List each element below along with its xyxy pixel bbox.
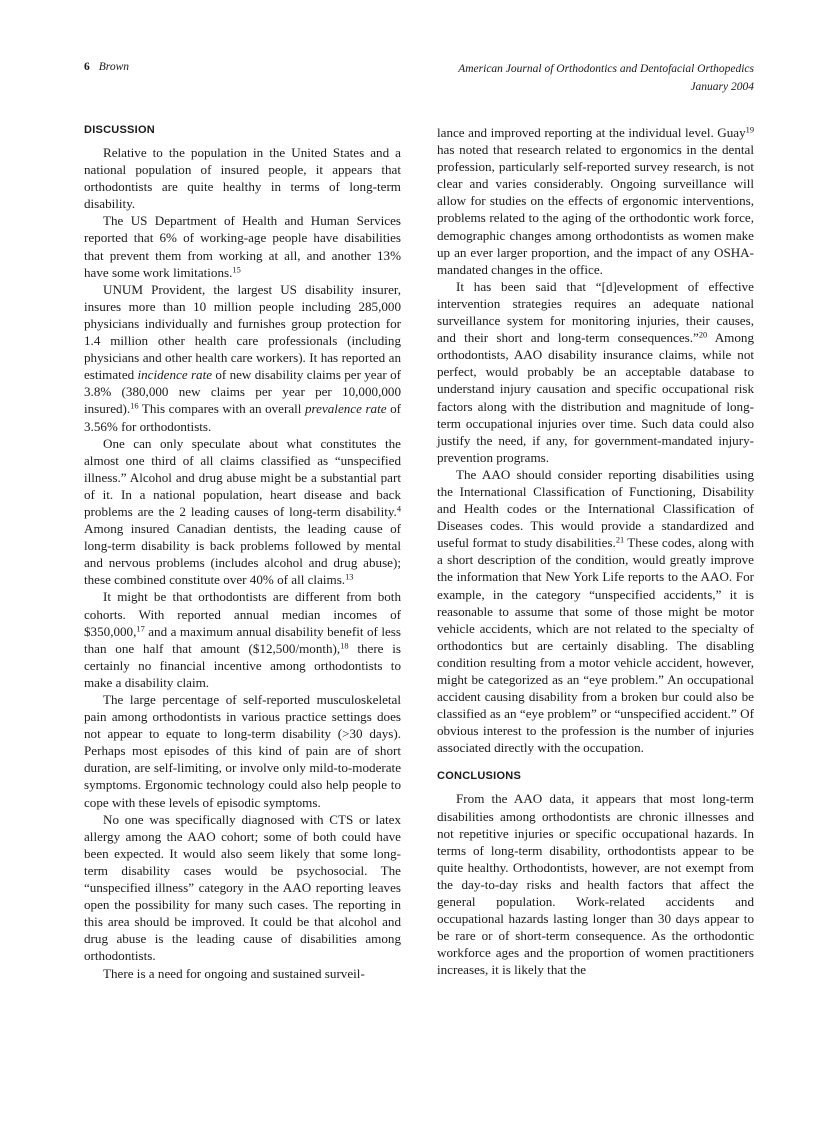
column-left [84,124,401,1054]
article-body [84,124,754,1054]
running-head-left [84,60,129,74]
paragraph-text: of new disability claims per year of 3.8% (380,000 new claims per year per 10,000,000 insured). [84,367,401,417]
paragraph-text: of 3.56% for orthodontists. [84,401,402,434]
paragraph-discussion-7 [84,811,401,965]
paragraph-discussion-6 [84,691,401,811]
paragraph-text: The large percentage of self-reported musculoskeletal pain among orthodontists in various practice settings does not appear to equate to long-term disability (>30 days). Perhaps most episodes of this kind of pain are of short duration, are self-limiting, or involve only mild-to-moderate symptoms. Ergonomic technology could also help people to cope with these levels of episodic symptoms. [84,692,401,810]
paragraph-discussion-9 [437,278,754,466]
paragraph-text: From the AAO data, it appears that most long-term disabilities among orthodontists are chronic illnesses and not repetitive injuries or specific occupational hazards. In terms of long-term disability, orthodontists appear to be quite healthy. Orthodontists, however, are not exempt from the day-to-day risks and health factors that affect the general population. Work-related accidents and occupational hazards lasting longer than 30 days appear to be rare or of short-term consequence. As the orthodontic workforce ages and the proportion of women practitioners increases, it is likely that the [437,791,754,978]
paragraph-text: One can only speculate about what constitutes the almost one third of all claims classified as “unspecified illness.” Alcohol and drug abuse might be a substantial part of it. In a national population, heart disease and back problems are the 2 leading causes of long-term disability. [84,435,401,519]
paragraph-discussion-10 [437,466,754,757]
paragraph-text: No one was specifically diagnosed with CTS or latex allergy among the AAO cohort; some of both could have been expected. It would also seem likely that some long-term disability cases would be psychosocial. The “unspecified illness” category in the AAO reporting leaves open the possibility for many such cases. The reporting in this area should be improved. It could be that alcohol and drug abuse is the leading cause of disabilities among orthodontists. [84,811,401,964]
page-number: 6 [84,61,90,73]
paragraph-text: Among orthodontists, AAO disability insurance claims, while not perfect, would probably be an acceptable database to understand injury causation and specific occupational risk factors along with the distribution and magnitude of long-term occupational injuries over time. Such data could also justify the need, if any, for government-mandated injury-prevention programs. [437,330,754,465]
paragraph-discussion-8-start [84,965,401,982]
reference-marker: 16 [130,402,139,412]
reference-marker: 15 [232,265,241,275]
paragraph-text: This compares with an overall [138,401,305,417]
paragraph-discussion-4 [84,435,401,589]
section-heading-conclusions: CONCLUSIONS [437,770,522,783]
paragraph-discussion-1 [84,144,401,212]
paragraph-discussion-5 [84,588,401,691]
reference-marker: 13 [345,572,354,582]
reference-marker: 19 [745,125,754,135]
paragraph-text: There is a need for ongoing and sustained surveil- [103,965,365,981]
paragraph-text: lance and improved reporting at the individual level. Guay [437,125,746,140]
reference-marker: 20 [698,330,708,340]
paragraph-text: there is certainly no financial incentive among orthodontists to make a disability claim. [84,640,401,690]
paragraph-text: These codes, along with a short description of the condition, would greatly improve the information that New York Life reports to the AAO. For example, in the category “unspecified accidents,” it is reasonable to assume that some of those might be motor vehicle accidents, which are not related to the specialty of orthodontics but are certainly disabling. The disabling condition resulting from a motor vehicle accident, however, might be categorized as an “eye problem.” An occupational accident causing disability from a broken bur could also be classified as an “eye problem” or “unspecified accident.” Of obvious interest to the profession is the number of injuries associated directly with the occupation. [437,535,755,756]
paragraph-discussion-2 [84,212,401,280]
column-right [437,124,754,1054]
paragraph-text: UNUM Provident, the largest US disability insurer, insures more than 10 million people including 285,000 physicians individually and furnishes group protection for 1.4 million other health care professionals (including physicians and other health care workers). It has reported an estimated [84,281,401,383]
paragraph-text: Relative to the population in the United States and a national population of insured people, it appears that orthodontists are quite healthy in terms of long-term disability. [84,145,401,212]
reference-marker: 21 [615,535,625,545]
paragraph-discussion-8-continued [437,124,754,278]
paragraph-text: It has been said that “[d]evelopment of effective intervention strategies requires an adequate national surveillance system for monitoring injuries, their causes, and their short and long-term consequences.” [437,278,754,346]
reference-marker: 17 [136,624,145,634]
journal-title: American Journal of Orthodontics and Dentofacial Orthopedics [458,63,754,75]
running-head [84,60,754,100]
paragraph-text: The US Department of Health and Human Services reported that 6% of working-age people have disabilities that prevent them from working at all, and another 13% have some work limitations. [84,213,401,280]
paragraph-text: Among insured Canadian dentists, the leading cause of long-term disability is back problems followed by mental and nervous problems (includes alcohol and drug abuse); these combined constitute over 40% of all claims. [84,521,401,588]
emphasis-prevalence-rate: prevalence rate [304,401,387,417]
paragraph-discussion-3 [84,281,401,435]
paragraph-text: has noted that research related to ergonomics in the dental profession, particularly self-reported survey research, is not clear and varies considerably. Ongoing surveillance will allow for studies on the effects of ergonomic interventions, problems related to the aging of the orthodontic work force, demographic changes among orthodontists as women make up an ever larger proportion, and the impact of any OSHA-mandated changes in the office. [437,142,754,277]
paragraph-conclusions-1 [437,790,754,978]
paragraph-text: and a maximum annual disability benefit of less than one half that amount ($12,500/month), [84,623,401,656]
paragraph-text: It might be that orthodontists are different from both cohorts. With reported annual median incomes of $350,000, [84,589,401,639]
reference-marker: 4 [396,504,401,514]
running-head-right [458,60,754,96]
section-heading-discussion: DISCUSSION [84,124,155,136]
running-head-author: Brown [98,61,129,73]
issue-date: January 2004 [690,81,754,93]
reference-marker: 18 [340,641,349,651]
emphasis-incidence-rate: incidence rate [137,367,213,383]
paragraph-text: The AAO should consider reporting disabilities using the International Classification of Functioning, Disability and Health codes or the International Classification of Diseases codes. This would provide a standardized and useful format to study disabilities. [437,466,754,551]
